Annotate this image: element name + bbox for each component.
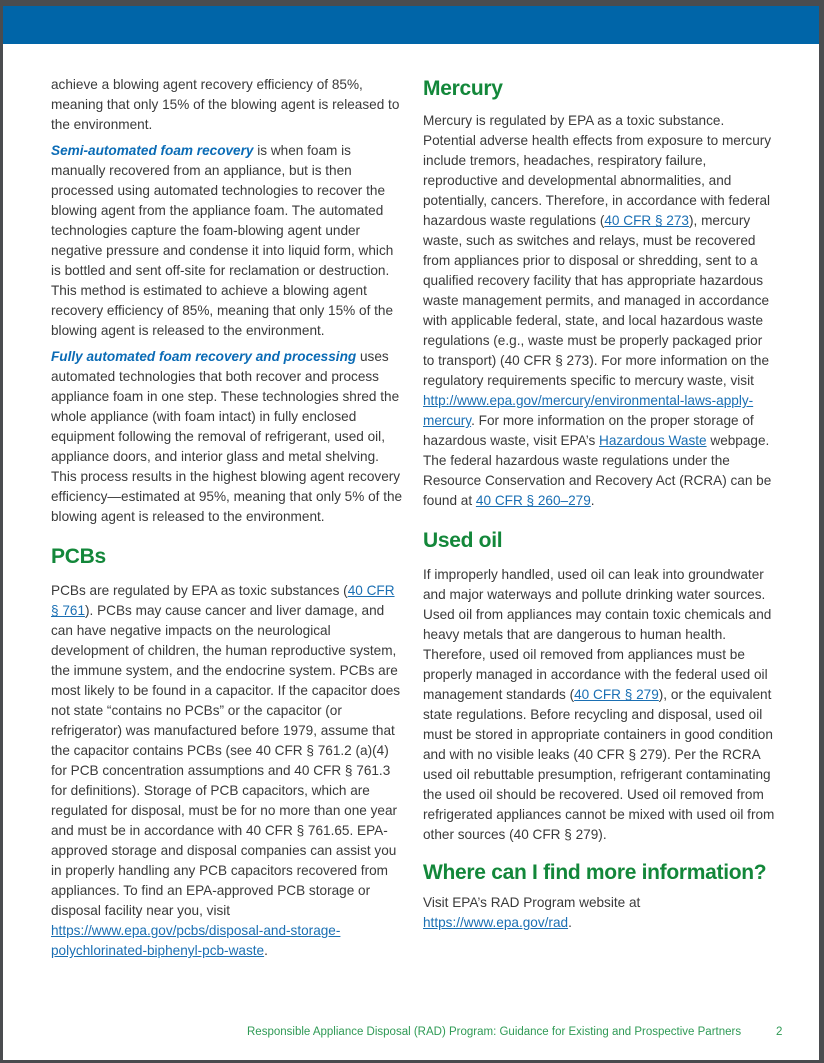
pcbs-text: PCBs are regulated by EPA as toxic substances ( (51, 583, 348, 598)
mercury-paragraph (423, 111, 775, 511)
mercury-text: webpage. The federal hazardous waste regulations under the Resource Conservation and Recovery Act (RCRA) can be found at (423, 433, 772, 508)
more-info-paragraph (423, 893, 775, 933)
page-number: 2 (776, 1026, 783, 1038)
left-column (51, 75, 403, 967)
cfr-273-link[interactable]: 40 CFR § 273 (604, 213, 689, 228)
pcbs-text: . (264, 943, 268, 958)
mercury-heading: Mercury (423, 77, 503, 100)
pcbs-heading: PCBs (51, 545, 106, 568)
more-info-text: . (568, 915, 572, 930)
footer-title: Responsible Appliance Disposal (RAD) Program: Guidance for Existing and Prospective Partners (247, 1026, 742, 1038)
right-column (423, 75, 775, 939)
hazardous-waste-link[interactable]: Hazardous Waste (599, 433, 707, 448)
used-oil-text: If improperly handled, used oil can leak into groundwater and major waterways and pollute drinking water sources. Used oil from appliances may contain toxic chemicals and heavy metals that are dangerous to human health. Therefore, used oil removed from appliances must be properly managed in accordance with the federal used oil management standards ( (423, 567, 772, 702)
mercury-text: . For more information on the proper storage of hazardous waste, visit EPA’s (423, 413, 754, 448)
used-oil-paragraph (423, 565, 775, 845)
semi-automated-text: is when foam is manually recovered from an appliance, but is then processed using automated technologies to recover the blowing agent from the appliance foam. The automated technologies capture the foam-blowing agent under negative pressure and condense it into liquid form, which is bottled and sent off-site for reclamation or destruction. This method is estimated to achieve a blowing agent recovery efficiency of 85%, meaning that only 15% of the blowing agent is released to the environment. (51, 143, 394, 338)
cfr-761-link[interactable]: 40 CFR § 761 (51, 583, 395, 618)
fully-automated-term: Fully automated foam recovery and processing (51, 349, 357, 364)
intro-paragraph: achieve a blowing agent recovery efficiency of 85%, meaning that only 15% of the blowing agent is released to the environment. (51, 77, 400, 132)
fully-automated-paragraph (51, 347, 403, 527)
cfr-279-link[interactable]: 40 CFR § 279 (574, 687, 659, 702)
used-oil-text: ), or the equivalent state regulations. Before recycling and disposal, used oil must be stored in appropriate containers in good condition and with no visible leaks (40 CFR § 279). Per the RCRA used oil rebuttable presumption, refrigerant contaminating the used oil should be recovered. Used oil removed from refrigerated appliances cannot be mixed with used oil from other sources (40 CFR § 279). (423, 687, 775, 842)
semi-automated-term: Semi-automated foam recovery (51, 143, 254, 158)
more-info-heading: Where can I find more information? (423, 861, 767, 884)
mercury-laws-link[interactable]: http://www.epa.gov/mercury/environmental-laws-apply-mercury (423, 393, 754, 428)
mercury-text: . (590, 493, 595, 508)
mercury-text: ), mercury waste, such as switches and relays, must be recovered from appliances prior to disposal or shredding, sent to a qualified recovery facility that has appropriate hazardous waste management permits, and managed in accordance with applicable federal, state, and local hazardous waste regulations (e.g., waste must be properly packaged prior to transport) (40 CFR § 273). For more information on the regulatory requirements specific to mercury waste, visit (423, 213, 770, 388)
pcbs-paragraph (51, 581, 403, 961)
rad-website-link[interactable]: https://www.epa.gov/rad (423, 915, 569, 930)
pcbs-text: ). PCBs may cause cancer and liver damage, and can have negative impacts on the neurological development of children, the human reproductive system, the immune system, and the endocrine system. PCBs are most likely to be found in a capacitor. If the capacitor does not state “contains no PCBs” or the capacitor (or refrigerator) was manufactured before 1979, assume that the capacitor contains PCBs (see 40 CFR § 761.2 (a)(4) for PCB concentration assumptions and 40 CFR § 761.3 for definitions). Storage of PCB capacitors, which are regulated for disposal, must be for no more than one year and must be in accordance with 40 CFR § 761.65. EPA-approved storage and disposal companies can assist you in properly handling any PCB capacitors recovered from appliances. To find an EPA-approved PCB storage or disposal facility near you, visit (51, 603, 401, 918)
pcb-disposal-link[interactable]: https://www.epa.gov/pcbs/disposal-and-storage-polychlorinated-biphenyl-pcb-waste (51, 923, 341, 958)
used-oil-heading: Used oil (423, 529, 503, 552)
fully-automated-text: uses automated technologies that both recover and process appliance foam in one step. These technologies shred the whole appliance (with foam intact) in fully enclosed equipment following the removal of refrigerant, used oil, appliance doors, and interior glass and metal shelving. This process results in the highest blowing agent recovery efficiency—estimated at 95%, meaning that only 5% of the blowing agent is released to the environment. (51, 349, 403, 524)
semi-automated-paragraph (51, 141, 403, 341)
mercury-text: Mercury is regulated by EPA as a toxic substance. Potential adverse health effects from exposure to mercury include tremors, headaches, respiratory failure, reproductive and developmental abnormalities, and potentially, cancers. Therefore, in accordance with federal hazardous waste regulations ( (423, 113, 772, 228)
document-page (3, 6, 819, 1060)
cfr-260-279-link[interactable]: 40 CFR § 260–279 (475, 493, 591, 508)
more-info-text: Visit EPA’s RAD Program website at (423, 895, 641, 910)
header-band (3, 6, 819, 44)
